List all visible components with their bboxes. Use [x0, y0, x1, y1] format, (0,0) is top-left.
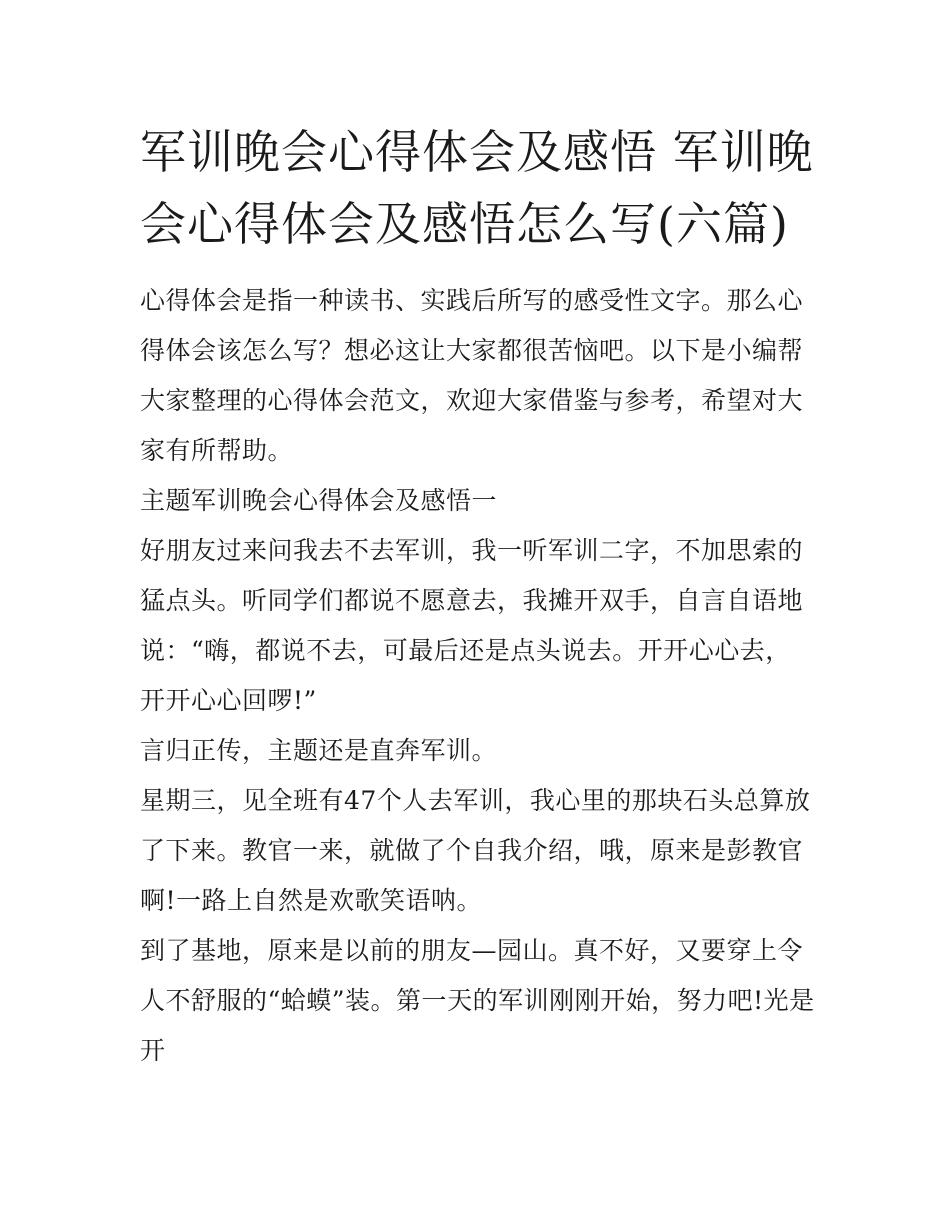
- body-paragraph: 言归正传，主题还是直奔军训。: [140, 736, 498, 765]
- intro-paragraph: 心得体会是指一种读书、实践后所写的感受性文字。那么心得体会该怎么写？想必这让大家都很苦恼吧。以下是小编帮大家整理的心得体会范文，欢迎大家借鉴与参考，希望对大家有所帮助。: [140, 286, 804, 465]
- document-title: 军训晚会心得体会及感悟 军训晚会心得体会及感悟怎么写(六篇): [140, 125, 814, 251]
- body-paragraph: 星期三，见全班有47个人去军训，我心里的那块石头总算放了下来。教官一来，就做了个自我介绍，哦，原来是彭教官啊!一路上自然是欢歌笑语呐。: [140, 786, 811, 915]
- document-content: [140, 116, 815, 1076]
- body-paragraph: 好朋友过来问我去不去军训，我一听军训二字，不加思索的猛点头。听同学们都说不愿意去，我摊开双手，自言自语地说：“嗨，都说不去，可最后还是点头说去。开开心心去，开开心心回啰!”: [140, 536, 804, 715]
- section-heading: 主题军训晚会心得体会及感悟一: [140, 486, 498, 515]
- body-paragraph: 到了基地，原来是以前的朋友—园山。真不好，又要穿上令人不舒服的“蛤蟆”装。第一天的军训刚刚开始，努力吧!光是开: [140, 936, 815, 1065]
